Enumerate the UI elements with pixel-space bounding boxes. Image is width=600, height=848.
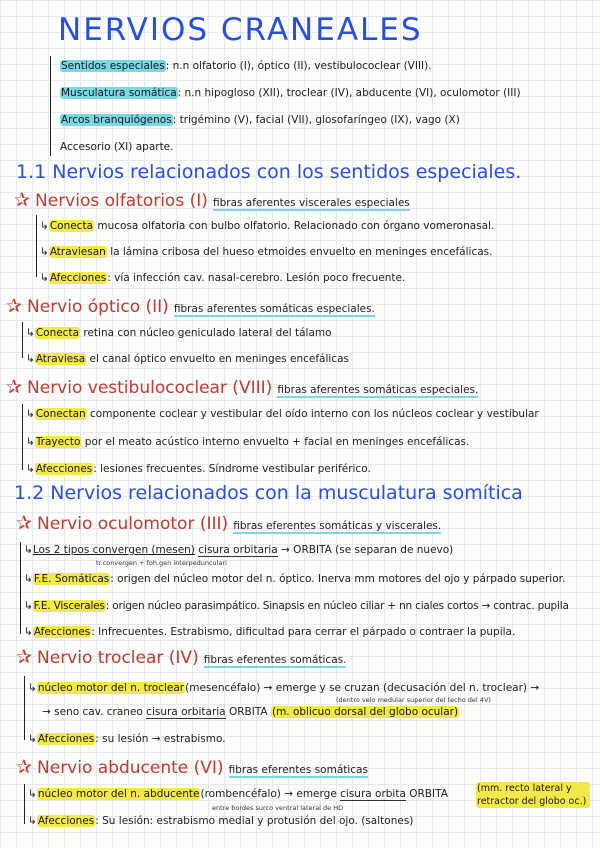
troclear-line-3 [28, 733, 226, 745]
optico-header [6, 295, 375, 317]
arrow-icon: ↳ [28, 788, 37, 800]
vestibulococlear-fibers: fibras aferentes somáticas especiales. [277, 384, 479, 396]
oculomotor-text-2: : origen del núcleo motor del n. óptico. Inerva mm motores del ojo y párpado superior. [110, 573, 566, 585]
arrow-icon: ↳ [26, 436, 35, 448]
oculomotor-text-4: : Infrecuentes. Estrabismo, dificultad para cerrar el párpado o contraer la pupila. [91, 626, 516, 638]
arrow-icon: ↳ [28, 682, 37, 694]
intro-bracket [50, 56, 51, 156]
vestibulococlear-keyword-2: Trayecto [35, 436, 81, 448]
troclear-text-2a: → seno cav. craneo [42, 706, 143, 718]
oculomotor-text-3: : origen núcleo parasimpático. Sinapsis en núcleo ciliar + nn ciales cortos → contrac. pupila [105, 600, 569, 612]
abducente-bracket [24, 784, 25, 824]
vestibulococlear-text-2: por el meato acústico interno envuelto + facial en meninges encefálicas. [84, 436, 470, 448]
vestibulococlear-keyword-3: Afecciones [35, 463, 93, 475]
intro-text-1: : n.n olfatorio (I), óptico (II), vestibulococlear (VIII). [165, 60, 432, 72]
troclear-text-3: : su lesión → estrabismo. [95, 733, 226, 745]
abducente-header [16, 756, 368, 778]
oculomotor-keyword-3: F.E. Viscerales [33, 600, 105, 612]
olfatorio-line-3 [40, 272, 405, 284]
intro-label-3: Arcos branquiógenos [61, 114, 172, 126]
arrow-icon: ↳ [24, 626, 33, 638]
optico-keyword-1: Conecta [35, 327, 80, 339]
arrow-icon: ↳ [40, 220, 49, 232]
star-icon: ✰ [16, 512, 32, 534]
troclear-header [16, 646, 346, 668]
oculomotor-line-3 [24, 600, 569, 612]
olfatorio-text-2: la lámina cribosa del hueso etmoides envuelto en meninges encefálicas. [110, 246, 493, 258]
arrow-icon: ↳ [28, 815, 37, 827]
vestibulococlear-bracket [22, 404, 23, 470]
olfatorio-header [14, 189, 410, 211]
intro-row-1 [60, 60, 432, 72]
optico-line-2 [26, 353, 349, 365]
star-icon: ✰ [16, 756, 32, 778]
arrow-icon: ↳ [40, 246, 49, 258]
intro-text-3: : trigémino (V), facial (VII), glosofaríngeo (IX), vago (X) [172, 114, 460, 126]
abducente-fibers: fibras eferentes somáticas [228, 764, 368, 776]
troclear-fibers: fibras eferentes somáticas. [203, 654, 347, 666]
oculomotor-text-1c: → ORBITA (se separan de nuevo) [281, 544, 454, 556]
troclear-fissure: cisura orbitaria [146, 706, 226, 718]
intro-text-2: : n.n hipogloso (XII), troclear (IV), abducente (VI), oculomotor (III) [177, 87, 521, 99]
olfatorio-keyword-3: Afecciones [49, 272, 107, 284]
optico-bracket [22, 322, 23, 358]
oculomotor-text-1a: Los 2 tipos convergen (mesen) [32, 544, 195, 556]
oculomotor-keyword-4: Afecciones [33, 626, 91, 638]
oculomotor-fissure-1: cisura orbitaria [198, 544, 278, 556]
arrow-icon: ↳ [26, 408, 35, 420]
oculomotor-keyword-2: F.E. Somáticas [33, 573, 110, 585]
olfatorio-line-2 [40, 246, 492, 258]
vestibulococlear-line-2 [26, 436, 469, 448]
oculomotor-note: tr.convergen + foh.gen interpedunculari [96, 559, 227, 567]
arrow-icon: ↳ [26, 463, 35, 475]
intro-row-2 [60, 87, 521, 99]
arrow-icon: ↳ [24, 600, 33, 612]
section-heading-2: 1.2 Nervios relacionados con la musculatura somítica [14, 482, 523, 504]
page-title: NERVIOS CRANEALES [58, 12, 423, 48]
vestibulococlear-title: Nervio vestibulococlear (VIII) [27, 378, 273, 398]
olfatorio-keyword-2: Atraviesan [49, 246, 106, 258]
troclear-title: Nervio troclear (IV) [37, 648, 199, 668]
star-icon: ✰ [6, 376, 22, 398]
troclear-text-1: (mesencéfalo) → emerge y se cruzan (decusación del n. troclear) → [185, 682, 540, 694]
troclear-line-1 [28, 682, 539, 694]
optico-fibers: fibras aferentes somáticas especiales. [173, 303, 375, 315]
troclear-bracket [24, 676, 25, 740]
abducente-keyword-1: núcleo motor del n. abducente [37, 788, 200, 800]
abducente-note: entre bordes surco ventral lateral de HD [212, 804, 344, 812]
arrow-icon: ↳ [24, 573, 33, 585]
vestibulococlear-keyword-1: Conectan [35, 408, 86, 420]
troclear-keyword-3: Afecciones [37, 733, 95, 745]
optico-text-2: el canal óptico envuelto en meninges encefálicas [89, 353, 349, 365]
star-icon: ✰ [14, 189, 30, 211]
vestibulococlear-line-3 [26, 463, 371, 475]
intro-label-2: Musculatura somática [61, 87, 177, 99]
abducente-orbita: ORBITA [409, 788, 448, 800]
optico-keyword-2: Atraviesa [35, 353, 86, 365]
abducente-line-1 [28, 788, 448, 800]
oculomotor-line-4 [24, 626, 515, 638]
arrow-icon: ↳ [40, 272, 49, 284]
vestibulococlear-header [6, 376, 478, 398]
abducente-title: Nervio abducente (VI) [37, 758, 224, 778]
optico-title: Nervio óptico (II) [27, 297, 169, 317]
star-icon: ✰ [16, 646, 32, 668]
olfatorio-fibers: fibras aferentes viscerales especiales [212, 197, 410, 209]
troclear-orbita: ORBITA [228, 706, 268, 718]
arrow-icon: ↳ [28, 733, 37, 745]
olfatorio-title: Nervios olfatorios (I) [35, 191, 208, 211]
troclear-keyword-1: núcleo motor del n. troclear [37, 682, 185, 694]
abducente-muscles: (mm. recto lateral y retractor del globo oc.) [476, 782, 590, 808]
oculomotor-header [16, 512, 441, 534]
olfatorio-keyword-1: Conecta [49, 220, 94, 232]
intro-label-1: Sentidos especiales [61, 60, 165, 72]
abducente-keyword-2: Afecciones [37, 815, 95, 827]
intro-row-4: Accesorio (XI) aparte. [60, 141, 174, 153]
intro-row-3 [60, 114, 460, 126]
section-heading-1: 1.1 Nervios relacionados con los sentidos especiales. [16, 161, 522, 183]
oculomotor-line-2 [24, 573, 565, 585]
arrow-icon: ↳ [26, 353, 35, 365]
optico-text-1: retina con núcleo geniculado lateral del tálamo [83, 327, 332, 339]
troclear-muscle: (m. oblicuo dorsal del globo ocular) [271, 706, 459, 718]
vestibulococlear-text-1: componente coclear y vestibular del oído interno con los núcleos coclear y vestibular [90, 408, 539, 420]
oculomotor-bracket [20, 542, 21, 634]
abducente-fissure: cisura orbita [340, 788, 406, 800]
vestibulococlear-text-3: : lesiones frecuentes. Síndrome vestibular periférico. [93, 463, 371, 475]
optico-line-1 [26, 327, 332, 339]
troclear-note: (dentro velo medular superior del techo del 4V) [336, 696, 491, 704]
vestibulococlear-line-1 [26, 408, 539, 420]
olfatorio-line-1 [40, 220, 494, 232]
oculomotor-fibers: fibras eferentes somáticas y viscerales. [233, 520, 442, 532]
arrow-icon: ↳ [26, 327, 35, 339]
olfatorio-text-3: : vía infección cav. nasal-cerebro. Lesión poco frecuente. [107, 272, 406, 284]
abducente-line-2 [28, 815, 413, 827]
olfatorio-text-1: mucosa olfatoria con bulbo olfatorio. Relacionado con órgano vomeronasal. [97, 220, 495, 232]
abducente-text-1b: (rombencéfalo) → emerge [200, 788, 337, 800]
troclear-line-2 [42, 706, 459, 718]
star-icon: ✰ [6, 295, 22, 317]
abducente-text-2: : Su lesión: estrabismo medial y protusión del ojo. (saltones) [95, 815, 414, 827]
oculomotor-title: Nervio oculomotor (III) [37, 514, 229, 534]
arrow-icon: ↳ [24, 544, 33, 556]
oculomotor-line-1 [24, 544, 453, 556]
olfatorio-bracket [36, 215, 37, 277]
